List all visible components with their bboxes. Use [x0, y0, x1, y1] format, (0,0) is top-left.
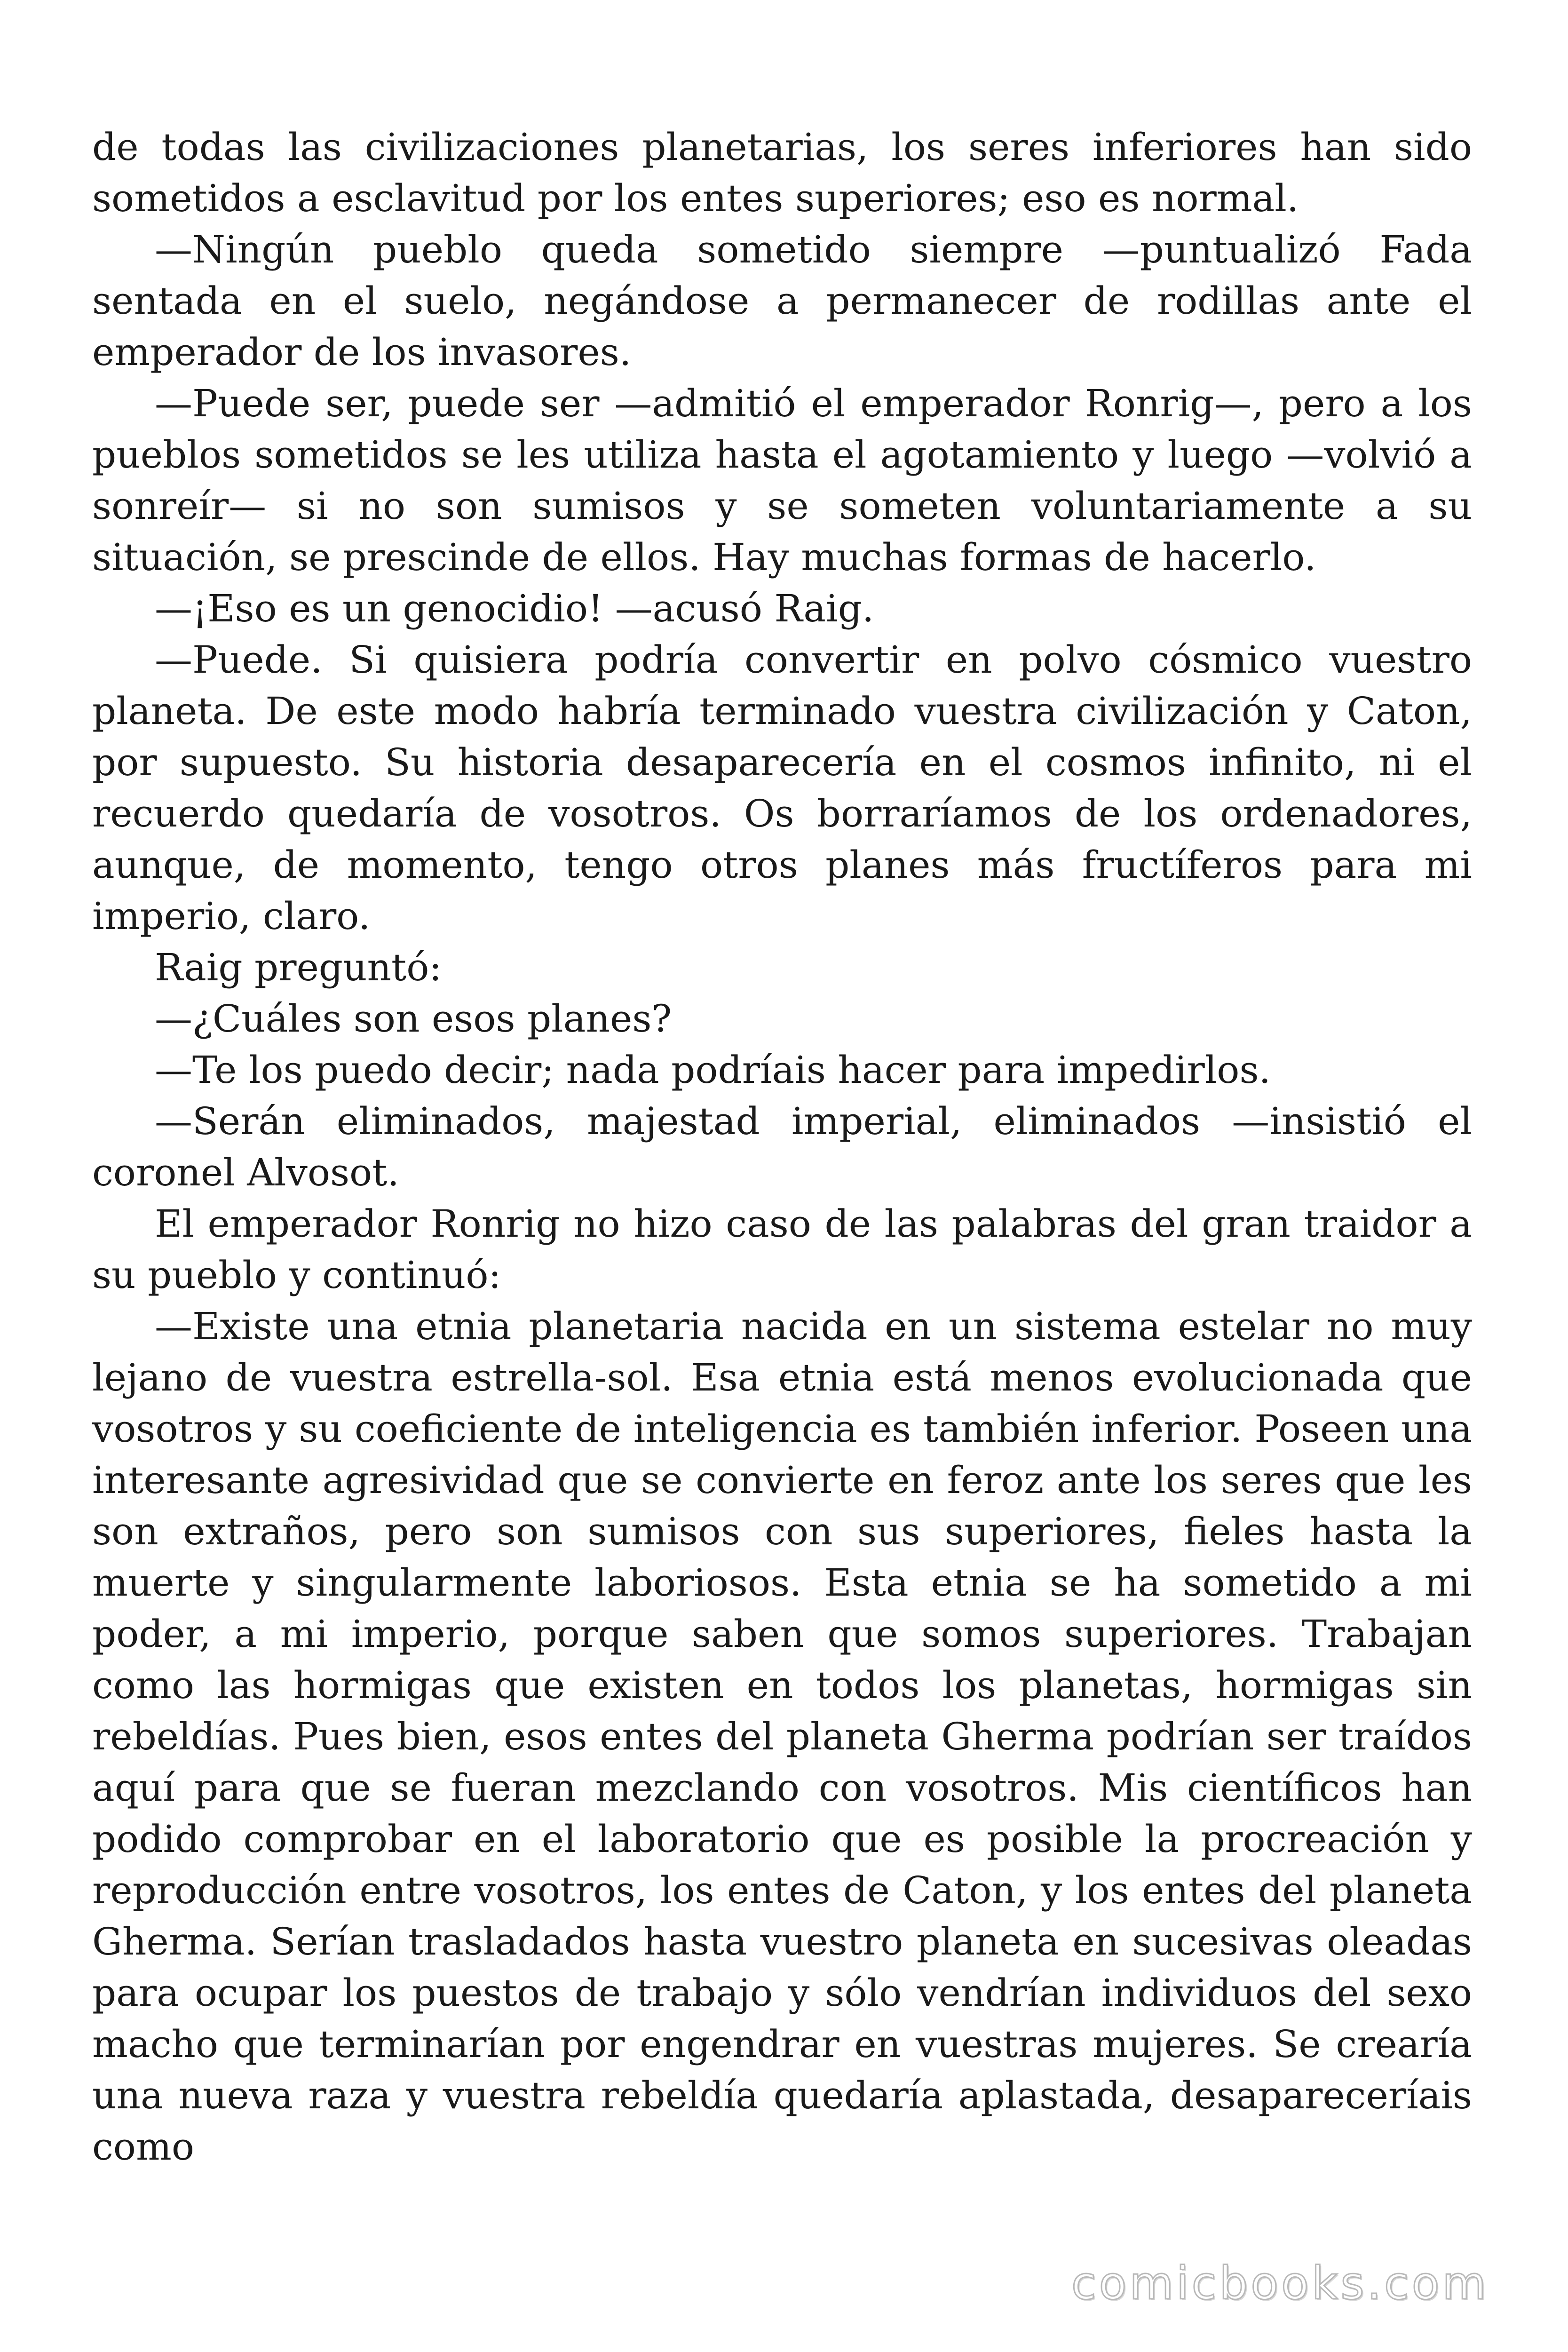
paragraph-10: El emperador Ronrig no hizo caso de las palabras del gran traidor a su pueblo y continuó: [92, 1202, 1472, 1297]
page-text [92, 121, 1472, 2172]
paragraph-7: —¿Cuáles son esos planes? [155, 997, 672, 1041]
paragraph-5: —Puede. Si quisiera podría convertir en polvo cósmico vuestro planeta. De este modo habría terminado vuestra civilización y Caton, por supuesto. Su historia desaparecería en el cosmos infinito, ni el recuerdo quedaría de vosotros. Os borraríamos de los ordenadores, aunque, de momento, tengo otros planes más fructíferos para mi imperio, claro. [92, 638, 1472, 938]
paragraph-2: —Ningún pueblo queda sometido siempre —puntualizó Fada sentada en el suelo, negándose a permanecer de rodillas ante el emperador de los invasores. [92, 228, 1472, 374]
paragraph-8: —Te los puedo decir; nada podríais hacer para impedirlos. [155, 1048, 1271, 1092]
paragraph-9: —Serán eliminados, majestad imperial, eliminados —insistió el coronel Alvosot. [92, 1099, 1472, 1194]
paragraph-6: Raig preguntó: [155, 946, 442, 989]
paragraph-1: de todas las civilizaciones planetarias, los seres inferiores han sido sometidos a esclavitud por los entes superiores; eso es normal. [92, 125, 1472, 220]
paragraph-3: —Puede ser, puede ser —admitió el emperador Ronrig—, pero a los pueblos sometidos se les utiliza hasta el agotamiento y luego —volvió a sonreír— si no son sumisos y se someten voluntariamente a su situación, se prescinde de ellos. Hay muchas formas de hacerlo. [92, 381, 1472, 579]
paragraph-4: —¡Eso es un genocidio! —acusó Raig. [155, 587, 874, 630]
paragraph-11: —Existe una etnia planetaria nacida en un sistema estelar no muy lejano de vuestra estrella-sol. Esa etnia está menos evolucionada que vosotros y su coeficiente de inteligencia es también inferior. Poseen una interesante agresividad que se convierte en feroz ante los seres que les son extraños, pero son sumisos con sus superiores, fieles hasta la muerte y singularmente laboriosos. Esta etnia se ha sometido a mi poder, a mi imperio, porque saben que somos superiores. Trabajan como las hormigas que existen en todos los planetas, hormigas sin rebeldías. Pues bien, esos entes del planeta Gherma podrían ser traídos aquí para que se fueran mezclando con vosotros. Mis científicos han podido comprobar en el laboratorio que es posible la procreación y reproducción entre vosotros, los entes de Caton, y los entes del planeta Gherma. Serían trasladados hasta vuestro planeta en sucesivas oleadas para ocupar los puestos de trabajo y sólo vendrían individuos del sexo macho que terminarían por engendrar en vuestras mujeres. Se crearía una nueva raza y vuestra rebeldía quedaría aplastada, desapareceríais como [92, 1304, 1472, 2169]
watermark-text: comicbooks.com [1071, 2257, 1489, 2310]
